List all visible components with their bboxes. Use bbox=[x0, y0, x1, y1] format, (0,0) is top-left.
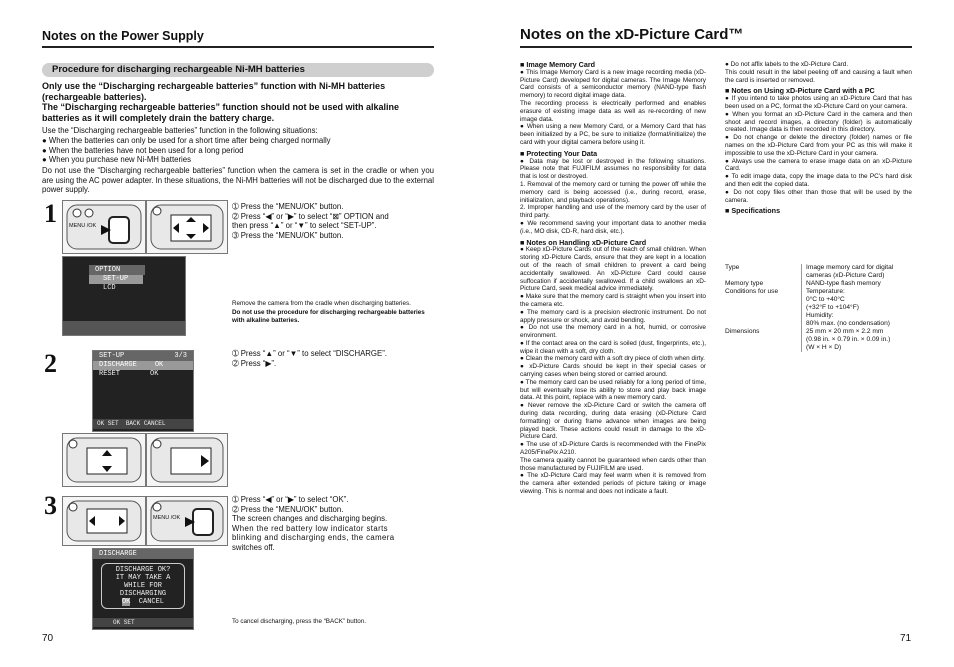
step-3-line: The screen changes and discharging begins. bbox=[232, 514, 388, 524]
lcd-back-cancel-hint: BACK CANCEL bbox=[125, 420, 166, 427]
section-heading: ■ Image Memory Card bbox=[520, 60, 596, 69]
spec-value-line: Temperature: bbox=[806, 288, 845, 295]
spec-value-line: 0°C to +40°C bbox=[806, 296, 845, 303]
note-paragraph: 2. Improper handling and use of the memory card by the user of third party. bbox=[520, 204, 706, 220]
section-heading: ■ Specifications bbox=[725, 206, 781, 216]
section-heading: ■ Notes on Handling xD-Picture Card bbox=[520, 237, 647, 247]
step-1-line: ➀ Press the “MENU/OK” button. bbox=[232, 202, 344, 211]
note-paragraph: ● The use of xD-Picture Cards is recommended with the FinePix A205/FinePix A210. bbox=[520, 441, 706, 457]
lcd-msg-line: DISCHARGING bbox=[119, 590, 167, 598]
step-3-dpad-panel bbox=[62, 496, 146, 546]
spec-row bbox=[725, 264, 912, 280]
spec-key: Type bbox=[725, 264, 740, 271]
lcd-msg-line: DISCHARGE OK? bbox=[115, 566, 171, 574]
step-2-instructions bbox=[232, 349, 432, 368]
situation-item: ● When you purchase new Ni-MH batteries bbox=[42, 155, 192, 165]
step-1-line: ➂ Press the “MENU/OK” button. bbox=[232, 230, 344, 240]
note-paragraph: ● When using a new Memory Card, or a Memory Card that has been initialized by a PC, be sure to initialize (format/initialize) the card with your digital camera before using it. bbox=[520, 123, 706, 146]
lcd-option-bar: OPTION bbox=[89, 265, 145, 275]
lcd-button-hints bbox=[93, 419, 193, 429]
situation-item: ● When the batteries have not been used for a long period bbox=[42, 145, 244, 155]
lcd-ok-set-hint: OK SET bbox=[97, 420, 119, 427]
note-paragraph: The recording process is electrically performed and enables erasure of existing image data as well as re-recording of new image data. bbox=[520, 99, 706, 123]
lcd-reset-row bbox=[93, 370, 193, 379]
step-1-instructions bbox=[232, 202, 432, 240]
note-no-alkaline: Do not use the procedure for discharging rechargeable batteries with alkaline batteries. bbox=[232, 309, 425, 324]
note-paragraph: 1. Removal of the memory card or turning the power off while the memory card is being accessed (i.e., during record, erase, initialization, and playback operations). bbox=[520, 180, 706, 204]
section-heading: ■ Notes on Using xD-Picture Card with a PC bbox=[725, 86, 875, 96]
lcd-confirm-dialog bbox=[101, 563, 185, 609]
dont-use-text: Do not use the “Discharging rechargeable batteries” function when the camera is set in the cradle or when you are using the AC power adapter. In these situations, the Ni-MH batteries will not be discharged due to the external power supply. bbox=[42, 166, 434, 195]
warning-only-nimh: Only use the “Discharging rechargeable batteries” function with Ni-MH batteries (rechargeable batteries). bbox=[42, 81, 386, 102]
note-paragraph: ● If the contact area on the card is soiled (dust, fingerprints, etc.), wipe it clean with a soft, dry cloth. bbox=[520, 339, 706, 355]
lcd-lcd-item: LCD bbox=[103, 284, 116, 292]
card-notes-column-2 bbox=[725, 61, 912, 215]
note-paragraph: ● If you intend to take photos using an xD-Picture Card that has been used on a PC, format the xD-Picture Card on your camera. bbox=[725, 95, 912, 110]
intro-text: Use the “Discharging rechargeable batteries” function in the following situations: bbox=[42, 126, 318, 135]
step-3-line: ➁ Press the “MENU/OK” button. bbox=[232, 504, 344, 514]
note-paragraph: ● This Image Memory Card is a new image recording media (xD-Picture Card) developed for digital cameras. The Image Memory Card consists of a semiconductor memory (NAND-type flash memory) to record digital image data. bbox=[520, 68, 706, 100]
step-1-line: then press “▲” or “▼” to select “SET-UP”. bbox=[232, 221, 377, 231]
note-paragraph: This could result in the label peeling off and causing a fault when the card is inserted or removed. bbox=[725, 68, 912, 84]
step-2-dpad-panel-left bbox=[62, 433, 146, 487]
warning-no-alkaline: The “Discharging rechargeable batteries” function should not be used with alkaline batteries as it will completely drain the battery charge. bbox=[42, 102, 400, 123]
note-paragraph: ● Keep xD-Picture Cards out of the reach of small children. When storing xD-Picture Cards, ensure that they are kept in a location out of the reach of small children to prevent a card being accidentally swallowed. An xD-Picture Card could cause suffocation if accidentally swallowed. If a child swallows an xD-Picture Card, seek medical advice immediately. bbox=[520, 246, 706, 293]
lcd-icon-strip bbox=[63, 321, 185, 335]
step-1-camera-button-panel bbox=[62, 200, 146, 254]
step-3-lcd-screen bbox=[92, 548, 194, 630]
spec-value-line: (W × H × D) bbox=[806, 344, 842, 351]
step-3-line: When the red battery low indicator starts bbox=[232, 523, 388, 533]
step-2-line: ➁ Press “▶”. bbox=[232, 358, 277, 368]
specifications-table bbox=[725, 264, 912, 352]
spec-key: Dimensions bbox=[725, 328, 760, 335]
lcd-options bbox=[104, 598, 182, 606]
lcd-page-indicator: 3/3 bbox=[174, 352, 187, 360]
note-paragraph: ● The xD-Picture Card may feel warm when it is removed from the camera after extended periods of picture taking or image viewing. This is normal and does not indicate a fault. bbox=[520, 472, 706, 496]
left-heading-rule bbox=[42, 46, 434, 48]
note-paragraph: ● Make sure that the memory card is straight when you insert into the camera etc. bbox=[520, 293, 706, 308]
step-1-notes bbox=[232, 300, 432, 325]
spec-value-line: NAND-type flash memory bbox=[806, 280, 881, 287]
lcd-cancel-option: CANCEL bbox=[138, 598, 165, 606]
note-paragraph: ● We recommend saving your important data to another media (i.e., MO disk, CD-R, hard disk, etc.). bbox=[520, 219, 706, 235]
spec-value bbox=[801, 328, 890, 352]
step-1-line: ➁ Press “◀” or “▶” to select “⊠” OPTION and bbox=[232, 211, 389, 221]
card-notes-column-1 bbox=[520, 61, 706, 496]
note-paragraph: ● xD-Picture Cards should be kept in their special cases or carrying cases when being stored or carried around. bbox=[520, 363, 706, 379]
step-3-line: ➀ Press “◀” or “▶” to select “OK”. bbox=[232, 495, 349, 504]
note-paragraph: ● When you format an xD-Picture Card in the camera and then shoot and record images, a directory (folder) is automatically created. Image data is then recorded in this directory. bbox=[725, 110, 912, 134]
lcd-ok-option: OK bbox=[121, 598, 131, 606]
spec-value-line: (+32°F to +104°F) bbox=[806, 304, 859, 311]
right-page-heading: Notes on the xD-Picture Card™ bbox=[520, 26, 744, 43]
procedure-title: Procedure for discharging rechargeable Ni-MH batteries bbox=[52, 64, 305, 75]
spec-value-line: Humidity: bbox=[806, 312, 834, 319]
lcd-reset-label: RESET bbox=[99, 370, 121, 378]
step-3-number: 3 bbox=[44, 491, 57, 520]
step-2-line: ➀ Press “▲” or “▼” to select “DISCHARGE”. bbox=[232, 349, 387, 358]
note-remove-cradle: Remove the camera from the cradle when discharging batteries. bbox=[232, 300, 411, 307]
menu-ok-label: MENU /OK bbox=[153, 515, 181, 521]
left-page-heading: Notes on the Power Supply bbox=[42, 29, 204, 43]
spec-value-line: 80% max. (no condensation) bbox=[806, 320, 890, 327]
step-3-instructions bbox=[232, 495, 422, 553]
spec-row bbox=[725, 280, 912, 288]
spec-value-line: (0.98 in. × 0.79 in. × 0.09 in.) bbox=[806, 336, 891, 343]
lcd-setup-bar bbox=[93, 351, 193, 361]
lcd-setup-title: SET-UP bbox=[99, 352, 125, 360]
lcd-footer: OK SET bbox=[93, 618, 193, 627]
note-paragraph: ● Data may be lost or destroyed in the following situations. Please note that FUJIFILM assumes no responsibility for data that is lost or destroyed. bbox=[520, 157, 706, 181]
step-1-lcd-screen bbox=[62, 256, 186, 336]
left-page-number: 70 bbox=[42, 633, 54, 644]
note-paragraph: ● Always use the camera to erase image data on an xD-Picture Card. bbox=[725, 157, 912, 173]
step-1-number: 1 bbox=[44, 199, 57, 228]
spec-row bbox=[725, 288, 912, 328]
note-paragraph: ● Do not change or delete the directory (folder) names or file names on the xD-Picture Card from your PC as this will make it impossible to use the xD-Picture Card in your camera. bbox=[725, 134, 912, 157]
section-heading: ■ Protecting Your Data bbox=[520, 148, 598, 158]
spec-key: Conditions for use bbox=[725, 288, 779, 295]
lcd-discharge-value: OK bbox=[154, 361, 164, 369]
lcd-discharge-label: DISCHARGE bbox=[99, 361, 137, 369]
note-paragraph: ● To edit image data, copy the image data to the PC's hard disk and then edit the copied data. bbox=[725, 173, 912, 188]
step-3-menu-button-panel bbox=[146, 496, 228, 546]
note-paragraph: ● Never remove the xD-Picture Card or switch the camera off during data recording, during data erasing (xD-Picture Card formatting) or during frame advance when images are being played back. These actions could result in damage to the xD-Picture Card. bbox=[520, 402, 706, 441]
step-2-lcd-screen bbox=[92, 350, 194, 432]
note-paragraph: The camera quality cannot be guaranteed when cards other than those manufactured by FUJIFILM are used. bbox=[520, 456, 706, 472]
step-3-note: To cancel discharging, press the “BACK” button. bbox=[232, 618, 367, 625]
situation-item: ● When the batteries can only be used for a short time after being charged normally bbox=[42, 136, 331, 145]
note-paragraph: ● The memory card is a precision electronic instrument. Do not apply pressure or shock, and avoid bending. bbox=[520, 308, 706, 324]
lcd-discharge-row bbox=[93, 361, 193, 370]
spec-value bbox=[801, 280, 881, 288]
menu-ok-label: MENU /OK bbox=[69, 223, 97, 229]
step-3-line: switches off. bbox=[232, 542, 275, 552]
note-paragraph: ● Clean the memory card with a soft dry piece of cloth when dirty. bbox=[520, 355, 705, 363]
spec-key: Memory type bbox=[725, 280, 764, 287]
spec-value-line: Image memory card for digital bbox=[806, 264, 894, 271]
spec-value bbox=[801, 264, 893, 280]
right-heading-rule bbox=[520, 46, 912, 48]
step-2-dpad-panel-right bbox=[146, 433, 228, 487]
lcd-msg-line: WHILE FOR bbox=[124, 582, 162, 590]
note-paragraph: ● The memory card can be used reliably for a long period of time, but will eventually lose its ability to store and play back image data. At this point, replace with a new memory card. bbox=[520, 378, 706, 402]
lcd-reset-value: OK bbox=[150, 370, 159, 378]
spec-value bbox=[801, 288, 890, 328]
lcd-msg-line: IT MAY TAKE A bbox=[115, 574, 171, 582]
step-1-dpad-panel bbox=[146, 200, 228, 254]
note-paragraph: ● Do not copy files other than those that will be used by the camera. bbox=[725, 188, 912, 204]
step-2-number: 2 bbox=[44, 349, 57, 378]
right-page-number: 71 bbox=[900, 633, 912, 644]
note-paragraph: ● Do not affix labels to the xD-Picture Card. bbox=[725, 61, 849, 68]
lcd-setup-item: SET-UP bbox=[89, 275, 143, 284]
spec-value-line: 25 mm × 20 mm × 2.2 mm bbox=[806, 328, 884, 335]
step-3-line: blinking and discharging ends, the camera bbox=[232, 533, 395, 543]
lcd-discharge-bar: DISCHARGE bbox=[93, 549, 193, 559]
spec-row bbox=[725, 328, 912, 352]
spec-value-line: cameras (xD-Picture Card) bbox=[806, 272, 885, 279]
note-paragraph: ● Do not use the memory card in a hot, humid, or corrosive environment. bbox=[520, 324, 706, 340]
situation-list bbox=[42, 136, 434, 165]
